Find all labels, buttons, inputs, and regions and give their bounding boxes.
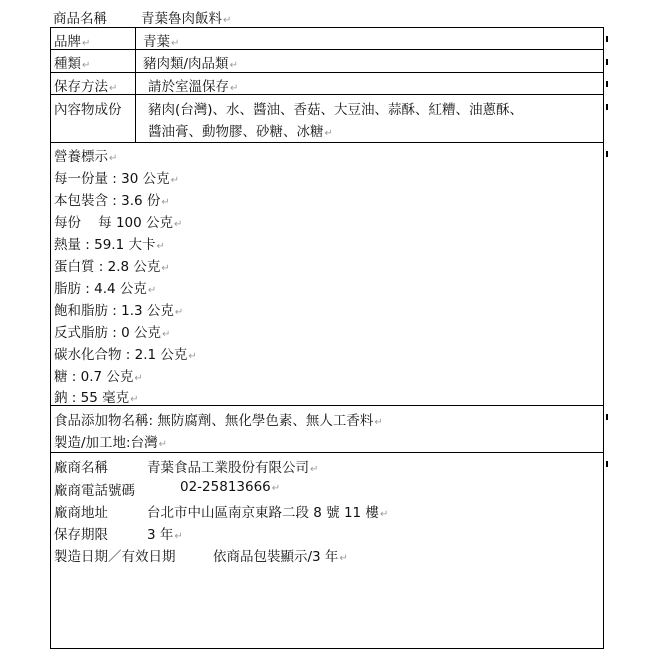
paragraph-mark-icon: ↵ — [130, 394, 139, 405]
nutrition-line — [54, 167, 179, 187]
sodium: 鈉 : 55 毫克 — [54, 390, 130, 406]
nutrition-line — [54, 233, 165, 253]
shelf-life-value-cell — [147, 523, 183, 543]
brand-label-cell — [54, 30, 90, 50]
manufacturer-phone-value: 02-25813666 — [180, 479, 271, 495]
carbohydrate: 碳水化合物 : 2.1 公克 — [54, 347, 188, 363]
paragraph-mark-icon: ↵ — [156, 241, 165, 252]
ingredients-label-cell — [54, 98, 122, 118]
nutrition-line — [54, 255, 170, 275]
paragraph-mark-icon: ↵ — [109, 153, 118, 164]
paragraph-mark-icon: ↵ — [339, 553, 348, 564]
type-label: 種類 — [54, 56, 81, 72]
shelf-life-line — [54, 523, 108, 543]
paragraph-mark-icon: ↵ — [229, 60, 238, 71]
paragraph-mark-icon: ↵ — [223, 15, 232, 26]
origin-line — [54, 431, 167, 451]
additives-text: 食品添加物名稱: 無防腐劑、無化學色素、無人工香料 — [54, 413, 374, 429]
product-name-line — [53, 7, 231, 27]
product-name-label: 商品名稱 — [53, 11, 107, 27]
row-divider — [51, 49, 603, 50]
manufacturer-address-value: 台北市中山區南京東路二段 8 號 11 樓 — [147, 505, 379, 521]
nutrition-line — [54, 386, 139, 406]
paragraph-mark-icon: ↵ — [379, 509, 389, 520]
paragraph-mark-icon: ↵ — [171, 38, 180, 49]
row-divider — [51, 142, 603, 143]
storage-value-cell — [148, 75, 238, 95]
paragraph-mark-icon: ↵ — [324, 128, 333, 139]
origin-text: 製造/加工地:台灣 — [54, 435, 158, 451]
nutrition-line — [54, 277, 156, 297]
row-end-mark — [606, 461, 608, 467]
servings-per-package: 本包裝含 : 3.6 份 — [54, 193, 161, 209]
paragraph-mark-icon: ↵ — [310, 464, 319, 475]
paragraph-mark-icon: ↵ — [188, 351, 197, 362]
per-serving-header: 每份 每 100 公克 — [54, 215, 174, 231]
nutrition-line — [54, 211, 182, 231]
row-end-mark — [606, 59, 608, 65]
fat: 脂肪 : 4.4 公克 — [54, 281, 147, 297]
manufacturer-name-value: 青葉食品工業股份有限公司 — [147, 460, 309, 476]
paragraph-mark-icon: ↵ — [109, 83, 118, 94]
manufacturer-address-line — [54, 501, 108, 521]
nutrition-line — [54, 343, 197, 363]
paragraph-mark-icon: ↵ — [134, 373, 143, 384]
row-end-mark — [606, 414, 608, 420]
row-end-mark — [606, 81, 608, 87]
manufacture-date-value: 依商品包裝顯示/3 年 — [213, 549, 339, 565]
ingredients-label: 內容物成份 — [54, 102, 122, 118]
calories: 熱量 : 59.1 大卡 — [54, 237, 156, 253]
manufacturer-name-value-cell — [147, 456, 318, 476]
ingredients-text-1: 豬肉(台灣)、水、醬油、香菇、大豆油、蒜酥、紅糟、油蔥酥、 — [148, 102, 524, 118]
manufacturer-address-label: 廠商地址 — [54, 505, 108, 521]
paragraph-mark-icon: ↵ — [147, 285, 157, 296]
nutrition-line — [54, 299, 183, 319]
row-divider — [51, 452, 603, 453]
manufacture-date-value-cell — [213, 545, 348, 565]
row-divider — [51, 72, 603, 73]
paragraph-mark-icon: ↵ — [230, 83, 239, 94]
protein: 蛋白質 : 2.8 公克 — [54, 259, 161, 275]
shelf-life-label: 保存期限 — [54, 527, 108, 543]
paragraph-mark-icon: ↵ — [82, 38, 91, 49]
manufacturer-phone-value-cell — [180, 479, 280, 495]
column-divider — [135, 28, 136, 142]
manufacture-date-line — [54, 545, 176, 565]
manufacturer-name-line — [54, 456, 108, 476]
manufacturer-address-value-cell — [147, 501, 388, 521]
type-label-cell — [54, 52, 90, 72]
product-name-value: 青葉魯肉飯料 — [141, 11, 222, 27]
nutrition-line — [54, 321, 170, 341]
paragraph-mark-icon: ↵ — [174, 531, 183, 542]
additives-line — [54, 409, 383, 429]
paragraph-mark-icon: ↵ — [170, 175, 179, 186]
paragraph-mark-icon: ↵ — [82, 60, 91, 71]
paragraph-mark-icon: ↵ — [271, 483, 281, 494]
shelf-life-value: 3 年 — [147, 527, 174, 543]
manufacture-date-label: 製造日期／有效日期 — [54, 549, 176, 565]
storage-value: 請於室溫保存 — [148, 79, 229, 95]
paragraph-mark-icon: ↵ — [174, 307, 184, 318]
paragraph-mark-icon: ↵ — [158, 439, 167, 450]
nutrition-line — [54, 189, 170, 209]
saturated-fat: 飽和脂肪 : 1.3 公克 — [54, 303, 174, 319]
row-end-mark — [606, 36, 608, 42]
manufacturer-phone-label: 廠商電話號碼 — [54, 483, 135, 499]
sugar: 糖 : 0.7 公克 — [54, 369, 134, 385]
nutrition-heading — [54, 145, 117, 165]
type-value: 豬肉類/肉品類 — [143, 56, 229, 72]
serving-size: 每一份量 : 30 公克 — [54, 171, 170, 187]
brand-value: 青葉 — [143, 34, 170, 50]
paragraph-mark-icon: ↵ — [374, 417, 383, 428]
product-info-table — [50, 27, 604, 649]
ingredients-text-2: 醬油膏、動物膠、砂糖、冰糖 — [148, 124, 324, 140]
row-divider — [51, 94, 603, 95]
storage-label-cell — [54, 75, 117, 95]
row-end-mark — [606, 104, 608, 110]
nutrition-heading-text: 營養標示 — [54, 149, 108, 165]
nutrition-line — [54, 365, 143, 385]
paragraph-mark-icon: ↵ — [161, 197, 170, 208]
paragraph-mark-icon: ↵ — [162, 329, 171, 340]
trans-fat: 反式脂肪 : 0 公克 — [54, 325, 162, 341]
brand-value-cell — [143, 30, 179, 50]
paragraph-mark-icon: ↵ — [161, 263, 170, 274]
ingredients-line-2 — [148, 120, 333, 140]
type-value-cell — [143, 52, 238, 72]
row-end-mark — [606, 151, 608, 157]
brand-label: 品牌 — [54, 34, 81, 50]
ingredients-line-1 — [148, 98, 523, 118]
storage-label: 保存方法 — [54, 79, 108, 95]
paragraph-mark-icon: ↵ — [174, 219, 183, 230]
manufacturer-name-label: 廠商名稱 — [54, 460, 108, 476]
manufacturer-phone-line — [54, 479, 135, 499]
